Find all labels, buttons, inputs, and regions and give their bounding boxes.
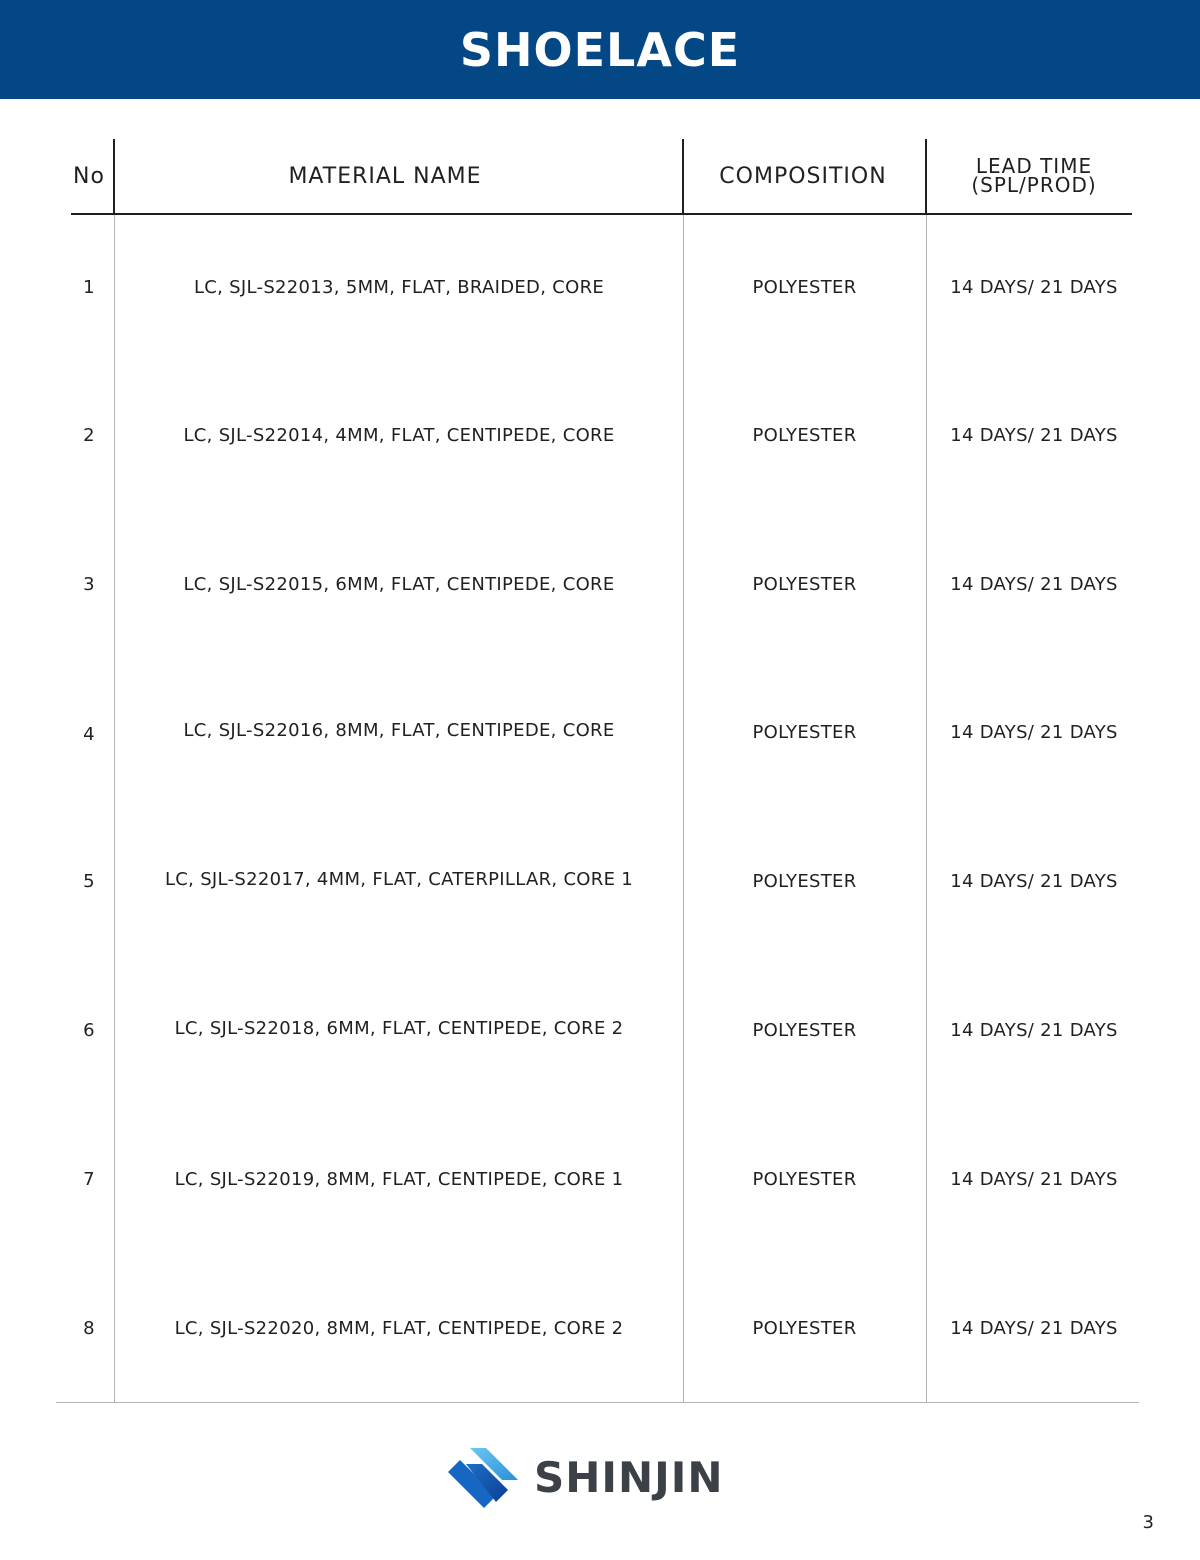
column-header-no: No <box>73 163 105 189</box>
cell-no: 5 <box>83 870 95 892</box>
column-divider <box>926 215 927 1403</box>
cell-material-name: LC, SJL-S22013, 5MM, FLAT, BRAIDED, CORE <box>193 276 605 298</box>
cell-material-name: LC, SJL-S22020, 8MM, FLAT, CENTIPEDE, CORE 2 <box>174 1317 624 1339</box>
table-row <box>0 1010 1200 1050</box>
brand-name: SHINJIN <box>534 1453 724 1502</box>
table-row <box>0 267 1200 307</box>
page-number: 3 <box>1142 1512 1154 1533</box>
cell-lead-time: 14 DAYS/ 21 DAYS <box>950 1317 1118 1339</box>
cell-material-name: LC, SJL-S22015, 6MM, FLAT, CENTIPEDE, CORE <box>183 573 615 595</box>
cell-lead-time: 14 DAYS/ 21 DAYS <box>950 573 1118 595</box>
lead-time-sublabel: (SPL/PROD) <box>971 173 1097 197</box>
cell-material-name: LC, SJL-S22014, 4MM, FLAT, CENTIPEDE, CORE <box>183 424 615 446</box>
table-row <box>0 415 1200 455</box>
cell-no: 8 <box>83 1317 95 1339</box>
cell-composition: POLYESTER <box>752 1168 857 1190</box>
cell-composition: POLYESTER <box>752 573 857 595</box>
column-header-lead-time <box>927 139 1141 213</box>
column-divider <box>114 215 115 1403</box>
table-row <box>0 1159 1200 1199</box>
cell-lead-time: 14 DAYS/ 21 DAYS <box>950 276 1118 298</box>
cell-no: 3 <box>83 573 95 595</box>
cell-composition: POLYESTER <box>752 424 857 446</box>
cell-no: 6 <box>83 1019 95 1041</box>
cell-composition: POLYESTER <box>752 721 857 743</box>
shinjin-logo-icon <box>446 1446 522 1510</box>
cell-material-name: LC, SJL-S22018, 6MM, FLAT, CENTIPEDE, CORE 2 <box>174 1017 624 1039</box>
cell-no: 4 <box>83 723 95 745</box>
cell-no: 2 <box>83 424 95 446</box>
cell-composition: POLYESTER <box>752 276 857 298</box>
cell-lead-time: 14 DAYS/ 21 DAYS <box>950 1168 1118 1190</box>
cell-no: 1 <box>83 276 95 298</box>
header-rule <box>71 213 1132 215</box>
header-banner <box>0 0 1200 99</box>
column-header-material-name: MATERIAL NAME <box>288 163 482 189</box>
cell-composition: POLYESTER <box>752 870 857 892</box>
lead-time-label: LEAD TIME <box>975 154 1093 178</box>
cell-lead-time: 14 DAYS/ 21 DAYS <box>950 870 1118 892</box>
column-header-composition: COMPOSITION <box>719 163 887 189</box>
brand-logo <box>446 1446 766 1512</box>
column-divider <box>683 215 684 1403</box>
cell-no: 7 <box>83 1168 95 1190</box>
page-title: SHOELACE <box>459 22 741 77</box>
cell-lead-time: 14 DAYS/ 21 DAYS <box>950 1019 1118 1041</box>
cell-lead-time: 14 DAYS/ 21 DAYS <box>950 424 1118 446</box>
table-row <box>0 861 1200 901</box>
cell-material-name: LC, SJL-S22016, 8MM, FLAT, CENTIPEDE, CORE <box>183 719 615 741</box>
table-row <box>0 712 1200 752</box>
cell-composition: POLYESTER <box>752 1317 857 1339</box>
table-row <box>0 1308 1200 1348</box>
cell-material-name: LC, SJL-S22017, 4MM, FLAT, CATERPILLAR, CORE 1 <box>164 868 634 890</box>
table-row <box>0 564 1200 604</box>
table-bottom-rule <box>56 1402 1139 1403</box>
cell-composition: POLYESTER <box>752 1019 857 1041</box>
cell-lead-time: 14 DAYS/ 21 DAYS <box>950 721 1118 743</box>
cell-material-name: LC, SJL-S22019, 8MM, FLAT, CENTIPEDE, CORE 1 <box>174 1168 624 1190</box>
